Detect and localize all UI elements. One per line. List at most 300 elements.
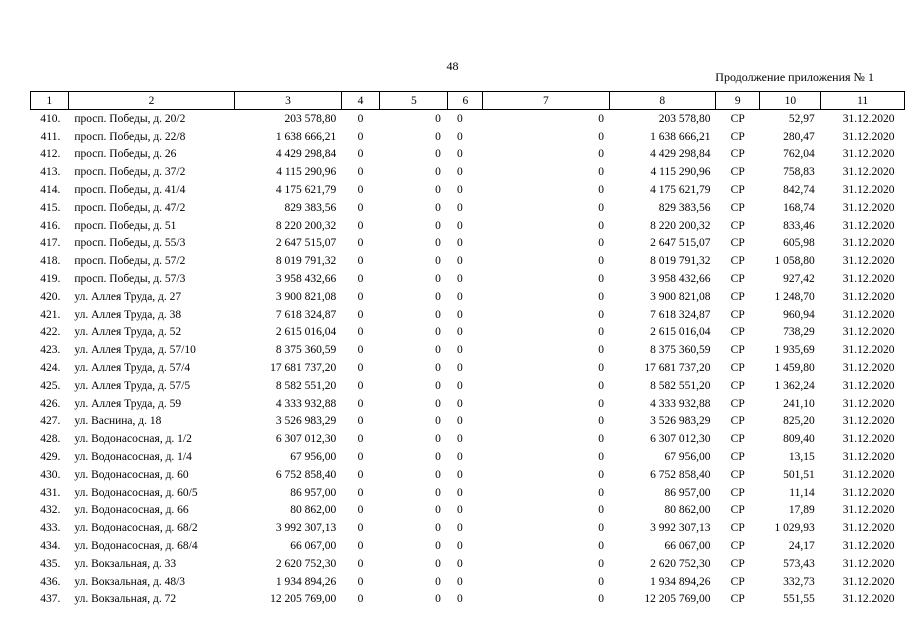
amount-col7-cell: 0 xyxy=(598,522,604,535)
amount-col4-cell: 0 xyxy=(357,557,364,570)
amount-col7-cell: 0 xyxy=(598,255,604,268)
amount-col4-cell: 0 xyxy=(357,130,364,143)
amount-col6-cell: 0 xyxy=(457,557,463,570)
amount-total-cell: 80 862,00 xyxy=(290,504,337,517)
area-cell: 842,74 xyxy=(783,184,815,197)
amount-total-cell: 7 618 324,87 xyxy=(275,308,337,321)
amount-col8-cell: 80 862,00 xyxy=(664,504,711,517)
amount-total-cell: 1 638 666,21 xyxy=(275,130,337,143)
amount-col4-cell: 0 xyxy=(357,397,364,410)
area-cell: 1 935,69 xyxy=(774,344,815,357)
address-cell: ул. Водонасосная, д. 60/5 xyxy=(74,486,198,499)
amount-col8-cell: 67 956,00 xyxy=(664,451,711,464)
table-row xyxy=(31,146,905,164)
funding-source-cell: СР xyxy=(730,201,745,214)
amount-col4-cell: 0 xyxy=(357,184,364,197)
funding-source-cell: СР xyxy=(730,290,745,303)
amount-col5-cell: 0 xyxy=(435,451,441,464)
amount-total-cell: 203 578,80 xyxy=(284,112,337,125)
amount-col8-cell: 86 957,00 xyxy=(664,486,711,499)
column-header: 8 xyxy=(609,92,715,110)
amount-total-cell: 4 175 621,79 xyxy=(275,184,337,197)
address-cell: просп. Победы, д. 57/3 xyxy=(74,273,186,286)
address-cell: ул. Водонасосная, д. 60 xyxy=(74,468,189,481)
amount-col5-cell: 0 xyxy=(435,219,441,232)
funding-source-cell: СР xyxy=(730,237,745,250)
amount-col8-cell: 2 620 752,30 xyxy=(650,557,711,570)
amount-col6-cell: 0 xyxy=(457,433,463,446)
amount-col7-cell: 0 xyxy=(598,397,604,410)
address-cell: ул. Аллея Труда, д. 59 xyxy=(74,397,182,410)
amount-col8-cell: 8 019 791,32 xyxy=(650,255,711,268)
amount-col5-cell: 0 xyxy=(435,593,441,606)
amount-col7-cell: 0 xyxy=(598,201,604,214)
table-row xyxy=(31,110,905,128)
deadline-date-cell: 31.12.2020 xyxy=(842,451,895,464)
amount-col7-cell: 0 xyxy=(598,593,604,606)
row-number-cell: 435. xyxy=(40,557,61,570)
address-cell: просп. Победы, д. 57/2 xyxy=(74,255,186,268)
amount-col6-cell: 0 xyxy=(457,504,463,517)
amount-col5-cell: 0 xyxy=(435,166,441,179)
table-row xyxy=(31,519,905,537)
amount-col5-cell: 0 xyxy=(435,433,441,446)
funding-source-cell: СР xyxy=(730,184,745,197)
amount-col5-cell: 0 xyxy=(435,575,441,588)
amount-col4-cell: 0 xyxy=(357,166,364,179)
table-row xyxy=(31,591,905,609)
amount-col6-cell: 0 xyxy=(457,575,463,588)
row-number-cell: 419. xyxy=(40,273,61,286)
amount-col7-cell: 0 xyxy=(598,166,604,179)
column-header: 10 xyxy=(760,92,821,110)
amount-total-cell: 86 957,00 xyxy=(290,486,337,499)
row-number-cell: 433. xyxy=(40,522,61,535)
funding-source-cell: СР xyxy=(730,308,745,321)
area-cell: 1 459,80 xyxy=(774,362,815,375)
table-row xyxy=(31,484,905,502)
amount-col7-cell: 0 xyxy=(598,415,604,428)
row-number-cell: 415. xyxy=(40,201,61,214)
column-header: 11 xyxy=(821,92,905,110)
amount-col8-cell: 7 618 324,87 xyxy=(650,308,711,321)
amount-col5-cell: 0 xyxy=(435,468,441,481)
amount-total-cell: 3 992 307,13 xyxy=(275,522,337,535)
amount-col8-cell: 4 175 621,79 xyxy=(650,184,711,197)
amount-col8-cell: 6 307 012,30 xyxy=(650,433,711,446)
address-cell: просп. Победы, д. 22/8 xyxy=(74,130,186,143)
row-number-cell: 434. xyxy=(40,540,61,553)
area-cell: 1 029,93 xyxy=(774,522,815,535)
table-row xyxy=(31,413,905,431)
column-header: 1 xyxy=(31,92,69,110)
amount-col6-cell: 0 xyxy=(457,148,463,161)
amount-col6-cell: 0 xyxy=(457,593,463,606)
page-number: 48 xyxy=(446,59,459,73)
amount-col7-cell: 0 xyxy=(598,184,604,197)
area-cell: 605,98 xyxy=(783,237,815,250)
address-cell: ул. Водонасосная, д. 68/4 xyxy=(74,540,198,553)
amount-col4-cell: 0 xyxy=(357,237,364,250)
amount-total-cell: 2 620 752,30 xyxy=(275,557,337,570)
funding-source-cell: СР xyxy=(730,433,745,446)
amount-col6-cell: 0 xyxy=(457,130,463,143)
amount-col7-cell: 0 xyxy=(598,308,604,321)
area-cell: 551,55 xyxy=(783,593,815,606)
area-cell: 11,14 xyxy=(789,486,815,499)
amount-col5-cell: 0 xyxy=(435,522,441,535)
amount-col7-cell: 0 xyxy=(598,344,604,357)
amount-col5-cell: 0 xyxy=(435,362,441,375)
row-number-cell: 412. xyxy=(40,148,61,161)
amount-total-cell: 2 647 515,07 xyxy=(275,237,337,250)
amount-col5-cell: 0 xyxy=(435,112,441,125)
deadline-date-cell: 31.12.2020 xyxy=(842,326,895,339)
amount-col4-cell: 0 xyxy=(357,308,364,321)
deadline-date-cell: 31.12.2020 xyxy=(842,255,895,268)
deadline-date-cell: 31.12.2020 xyxy=(842,273,895,286)
address-cell: ул. Вокзальная, д. 33 xyxy=(74,557,177,570)
row-number-cell: 436. xyxy=(40,575,61,588)
area-cell: 280,47 xyxy=(783,130,815,143)
amount-col6-cell: 0 xyxy=(457,540,463,553)
address-cell: ул. Вокзальная, д. 48/3 xyxy=(74,575,186,588)
amount-total-cell: 4 333 932,88 xyxy=(275,397,337,410)
amount-col7-cell: 0 xyxy=(598,379,604,392)
amount-col8-cell: 3 526 983,29 xyxy=(650,415,711,428)
amount-col5-cell: 0 xyxy=(435,148,441,161)
table-row xyxy=(31,430,905,448)
amount-col4-cell: 0 xyxy=(357,379,364,392)
row-number-cell: 424. xyxy=(40,362,61,375)
amount-col4-cell: 0 xyxy=(357,415,364,428)
area-cell: 960,94 xyxy=(783,308,815,321)
amount-col6-cell: 0 xyxy=(457,522,463,535)
amount-col8-cell: 8 375 360,59 xyxy=(650,344,711,357)
amount-col5-cell: 0 xyxy=(435,486,441,499)
deadline-date-cell: 31.12.2020 xyxy=(842,201,895,214)
continuation-label: Продолжение приложения № 1 xyxy=(715,70,874,84)
row-number-cell: 427. xyxy=(40,415,61,428)
funding-source-cell: СР xyxy=(730,379,745,392)
funding-source-cell: СР xyxy=(730,575,745,588)
area-cell: 825,20 xyxy=(783,415,815,428)
row-number-cell: 426. xyxy=(40,397,61,410)
deadline-date-cell: 31.12.2020 xyxy=(842,184,895,197)
amount-col8-cell: 1 638 666,21 xyxy=(650,130,711,143)
amount-total-cell: 3 900 821,08 xyxy=(275,290,337,303)
amount-col8-cell: 3 992 307,13 xyxy=(650,522,711,535)
address-cell: просп. Победы, д. 55/3 xyxy=(74,237,186,250)
deadline-date-cell: 31.12.2020 xyxy=(842,130,895,143)
amount-col5-cell: 0 xyxy=(435,557,441,570)
amount-col6-cell: 0 xyxy=(457,486,463,499)
area-cell: 241,10 xyxy=(783,397,815,410)
amount-total-cell: 67 956,00 xyxy=(290,451,337,464)
amount-col4-cell: 0 xyxy=(357,148,364,161)
amount-col7-cell: 0 xyxy=(598,148,604,161)
deadline-date-cell: 31.12.2020 xyxy=(842,415,895,428)
area-cell: 168,74 xyxy=(783,201,815,214)
row-number-cell: 414. xyxy=(40,184,61,197)
table-row xyxy=(31,306,905,324)
amount-col7-cell: 0 xyxy=(598,433,604,446)
amount-total-cell: 4 115 290,96 xyxy=(276,166,337,179)
deadline-date-cell: 31.12.2020 xyxy=(842,575,895,588)
amount-col6-cell: 0 xyxy=(457,397,463,410)
area-cell: 17,89 xyxy=(788,504,815,517)
deadline-date-cell: 31.12.2020 xyxy=(842,112,895,125)
amount-col6-cell: 0 xyxy=(457,219,463,232)
address-cell: ул. Водонасосная, д. 68/2 xyxy=(74,522,198,535)
amount-col4-cell: 0 xyxy=(357,433,364,446)
row-number-cell: 418. xyxy=(40,255,61,268)
amount-total-cell: 8 582 551,20 xyxy=(275,379,337,392)
amount-col8-cell: 3 958 432,66 xyxy=(650,273,711,286)
column-header: 7 xyxy=(483,92,609,110)
amount-col4-cell: 0 xyxy=(357,326,364,339)
area-cell: 809,40 xyxy=(783,433,815,446)
amount-col8-cell: 8 220 200,32 xyxy=(650,219,711,232)
address-cell: ул. Водонасосная, д. 66 xyxy=(74,504,189,517)
deadline-date-cell: 31.12.2020 xyxy=(842,540,895,553)
funding-source-cell: СР xyxy=(730,486,745,499)
table-row xyxy=(31,270,905,288)
amount-col6-cell: 0 xyxy=(457,379,463,392)
funding-source-cell: СР xyxy=(730,130,745,143)
funding-source-cell: СР xyxy=(730,557,745,570)
amount-col8-cell: 8 582 551,20 xyxy=(650,379,711,392)
area-cell: 501,51 xyxy=(783,468,815,481)
area-cell: 762,04 xyxy=(783,148,815,161)
amount-col7-cell: 0 xyxy=(598,130,604,143)
table-row xyxy=(31,252,905,270)
row-number-cell: 411. xyxy=(40,130,61,143)
amount-col6-cell: 0 xyxy=(457,344,463,357)
funding-source-cell: СР xyxy=(730,540,745,553)
deadline-date-cell: 31.12.2020 xyxy=(842,237,895,250)
amount-col7-cell: 0 xyxy=(598,362,604,375)
funding-source-cell: СР xyxy=(730,166,745,179)
table-row xyxy=(31,217,905,235)
amount-col8-cell: 6 752 858,40 xyxy=(650,468,711,481)
amount-total-cell: 2 615 016,04 xyxy=(275,326,337,339)
funding-source-cell: СР xyxy=(730,593,745,606)
funding-source-cell: СР xyxy=(730,362,745,375)
row-number-cell: 429. xyxy=(40,451,61,464)
deadline-date-cell: 31.12.2020 xyxy=(842,148,895,161)
amount-col4-cell: 0 xyxy=(357,219,364,232)
area-cell: 1 248,70 xyxy=(774,290,815,303)
funding-source-cell: СР xyxy=(730,148,745,161)
funding-source-cell: СР xyxy=(730,468,745,481)
address-cell: просп. Победы, д. 20/2 xyxy=(74,112,186,125)
funding-source-cell: СР xyxy=(730,415,745,428)
amount-col7-cell: 0 xyxy=(598,557,604,570)
deadline-date-cell: 31.12.2020 xyxy=(842,468,895,481)
table-row xyxy=(31,395,905,413)
deadline-date-cell: 31.12.2020 xyxy=(842,362,895,375)
funding-source-cell: СР xyxy=(730,504,745,517)
area-cell: 24,17 xyxy=(788,540,815,553)
amount-col5-cell: 0 xyxy=(435,237,441,250)
amount-total-cell: 66 067,00 xyxy=(290,540,337,553)
amount-col6-cell: 0 xyxy=(457,451,463,464)
address-cell: просп. Победы, д. 41/4 xyxy=(74,184,186,197)
header-row xyxy=(31,92,905,110)
amount-col7-cell: 0 xyxy=(598,540,604,553)
funding-source-cell: СР xyxy=(730,255,745,268)
row-number-cell: 431. xyxy=(40,486,61,499)
table-row xyxy=(31,359,905,377)
amount-col8-cell: 3 900 821,08 xyxy=(650,290,711,303)
address-cell: просп. Победы, д. 26 xyxy=(74,148,177,161)
funding-source-cell: СР xyxy=(730,522,745,535)
address-cell: просп. Победы, д. 51 xyxy=(74,219,177,232)
amount-col6-cell: 0 xyxy=(457,468,463,481)
amount-total-cell: 8 019 791,32 xyxy=(275,255,337,268)
amount-total-cell: 4 429 298,84 xyxy=(275,148,337,161)
area-cell: 738,29 xyxy=(783,326,815,339)
row-number-cell: 423. xyxy=(40,344,61,357)
amount-col8-cell: 203 578,80 xyxy=(658,112,711,125)
amount-total-cell: 3 526 983,29 xyxy=(275,415,337,428)
table-row xyxy=(31,448,905,466)
address-cell: просп. Победы, д. 47/2 xyxy=(74,201,186,214)
amount-col5-cell: 0 xyxy=(435,308,441,321)
amount-col7-cell: 0 xyxy=(598,326,604,339)
area-cell: 833,46 xyxy=(783,219,815,232)
amount-col5-cell: 0 xyxy=(435,273,441,286)
row-number-cell: 430. xyxy=(40,468,61,481)
amount-col5-cell: 0 xyxy=(435,379,441,392)
amount-col8-cell: 2 647 515,07 xyxy=(650,237,711,250)
column-header: 3 xyxy=(235,92,341,110)
amount-col4-cell: 0 xyxy=(357,362,364,375)
amount-col7-cell: 0 xyxy=(598,273,604,286)
row-number-cell: 422. xyxy=(40,326,61,339)
deadline-date-cell: 31.12.2020 xyxy=(842,522,895,535)
amount-col4-cell: 0 xyxy=(357,112,364,125)
deadline-date-cell: 31.12.2020 xyxy=(842,219,895,232)
amount-col6-cell: 0 xyxy=(457,166,463,179)
row-number-cell: 425. xyxy=(40,379,61,392)
amount-col5-cell: 0 xyxy=(435,130,441,143)
amount-col4-cell: 0 xyxy=(357,290,364,303)
column-header: 9 xyxy=(715,92,760,110)
area-cell: 758,83 xyxy=(783,166,815,179)
area-cell: 332,73 xyxy=(783,575,815,588)
deadline-date-cell: 31.12.2020 xyxy=(842,486,895,499)
amount-col6-cell: 0 xyxy=(457,201,463,214)
amount-col5-cell: 0 xyxy=(435,540,441,553)
address-cell: ул. Аллея Труда, д. 27 xyxy=(74,290,182,303)
row-number-cell: 432. xyxy=(40,504,61,517)
amount-col6-cell: 0 xyxy=(457,112,463,125)
amount-col4-cell: 0 xyxy=(357,540,364,553)
amount-total-cell: 6 307 012,30 xyxy=(275,433,337,446)
amount-col8-cell: 12 205 769,00 xyxy=(644,593,711,606)
amount-col6-cell: 0 xyxy=(457,415,463,428)
amount-total-cell: 829 383,56 xyxy=(284,201,337,214)
funding-source-cell: СР xyxy=(730,451,745,464)
amount-col5-cell: 0 xyxy=(435,184,441,197)
amount-col5-cell: 0 xyxy=(435,326,441,339)
amount-total-cell: 3 958 432,66 xyxy=(275,273,337,286)
amount-total-cell: 17 681 737,20 xyxy=(270,362,337,375)
amount-col4-cell: 0 xyxy=(357,344,364,357)
column-header: 5 xyxy=(380,92,448,110)
amount-total-cell: 8 220 200,32 xyxy=(275,219,337,232)
amount-col6-cell: 0 xyxy=(457,184,463,197)
table-row xyxy=(31,341,905,359)
area-cell: 13,15 xyxy=(788,451,815,464)
deadline-date-cell: 31.12.2020 xyxy=(842,557,895,570)
amount-col7-cell: 0 xyxy=(598,290,604,303)
amount-col7-cell: 0 xyxy=(598,219,604,232)
amount-col5-cell: 0 xyxy=(435,255,441,268)
row-number-cell: 421. xyxy=(40,308,61,321)
amount-col4-cell: 0 xyxy=(357,468,364,481)
row-number-cell: 416. xyxy=(40,219,61,232)
deadline-date-cell: 31.12.2020 xyxy=(842,308,895,321)
amount-col6-cell: 0 xyxy=(457,255,463,268)
amount-col4-cell: 0 xyxy=(357,575,364,588)
amount-col7-cell: 0 xyxy=(598,451,604,464)
amount-col4-cell: 0 xyxy=(357,273,364,286)
amount-col8-cell: 66 067,00 xyxy=(664,540,711,553)
address-cell: ул. Аллея Труда, д. 57/4 xyxy=(74,362,191,375)
funding-source-cell: СР xyxy=(730,273,745,286)
address-cell: ул. Водонасосная, д. 1/4 xyxy=(74,451,192,464)
address-cell: ул. Аллея Труда, д. 57/10 xyxy=(74,344,196,357)
area-cell: 1 058,80 xyxy=(774,255,815,268)
table-row xyxy=(31,235,905,253)
address-cell: ул. Аллея Труда, д. 57/5 xyxy=(74,379,191,392)
amount-col5-cell: 0 xyxy=(435,344,441,357)
table-row xyxy=(31,502,905,520)
deadline-date-cell: 31.12.2020 xyxy=(842,379,895,392)
row-number-cell: 420. xyxy=(40,290,61,303)
amount-col4-cell: 0 xyxy=(357,504,364,517)
amount-col6-cell: 0 xyxy=(457,326,463,339)
amount-col4-cell: 0 xyxy=(357,593,364,606)
amount-col7-cell: 0 xyxy=(598,112,604,125)
amount-col6-cell: 0 xyxy=(457,290,463,303)
deadline-date-cell: 31.12.2020 xyxy=(842,593,895,606)
row-number-cell: 428. xyxy=(40,433,61,446)
funding-source-cell: СР xyxy=(730,397,745,410)
area-cell: 573,43 xyxy=(783,557,815,570)
amount-col6-cell: 0 xyxy=(457,273,463,286)
amount-total-cell: 12 205 769,00 xyxy=(270,593,337,606)
amount-col6-cell: 0 xyxy=(457,308,463,321)
column-header: 4 xyxy=(341,92,380,110)
address-cell: ул. Васнина, д. 18 xyxy=(74,415,162,428)
amount-col8-cell: 1 934 894,26 xyxy=(650,575,711,588)
amount-col7-cell: 0 xyxy=(598,486,604,499)
amount-col5-cell: 0 xyxy=(435,504,441,517)
amount-col4-cell: 0 xyxy=(357,255,364,268)
table-row xyxy=(31,181,905,199)
address-cell: ул. Вокзальная, д. 72 xyxy=(74,593,177,606)
address-cell: ул. Водонасосная, д. 1/2 xyxy=(74,433,192,446)
table-row xyxy=(31,128,905,146)
amount-col5-cell: 0 xyxy=(435,201,441,214)
row-number-cell: 413. xyxy=(40,166,61,179)
funding-source-cell: СР xyxy=(730,112,745,125)
deadline-date-cell: 31.12.2020 xyxy=(842,344,895,357)
